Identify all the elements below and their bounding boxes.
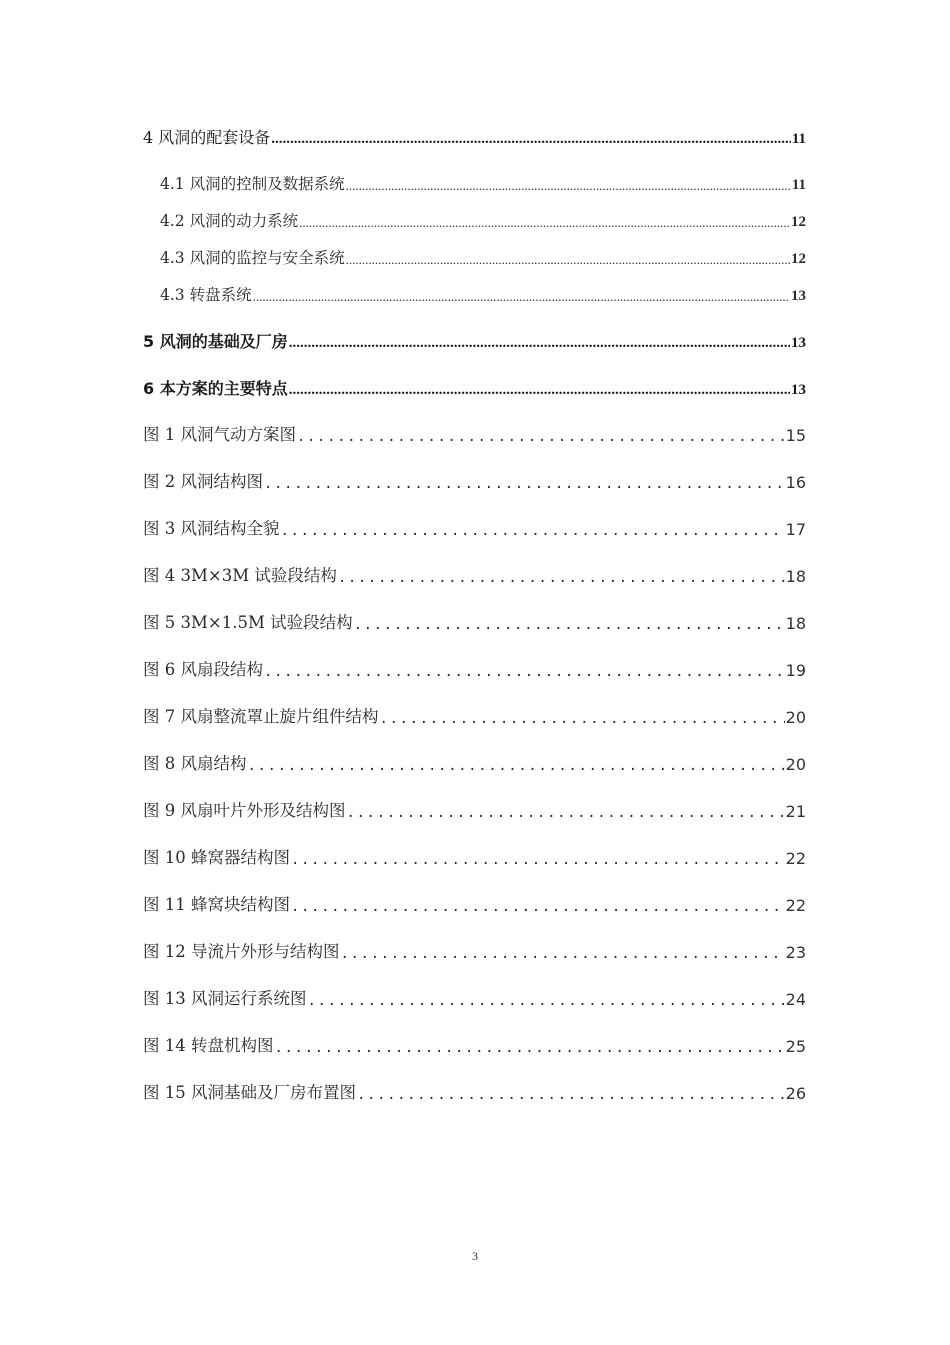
toc-entry-title: 4 风洞的配套设备 xyxy=(143,128,271,147)
toc-entry-figure-10[interactable] xyxy=(143,844,806,868)
toc-entry-title: 图 14 转盘机构图 xyxy=(143,1036,274,1055)
toc-entry-title: 图 1 风洞气动方案图 xyxy=(143,425,296,444)
toc-entry-page: 11 xyxy=(791,131,806,147)
toc-entry-title: 4.3 风洞的监控与安全系统 xyxy=(160,249,345,267)
dot-leader xyxy=(275,1040,785,1056)
dot-leader xyxy=(347,805,785,821)
toc-entry-title: 图 9 风扇叶片外形及结构图 xyxy=(143,801,346,820)
toc-entry-page: 19 xyxy=(785,661,806,680)
dot-leader xyxy=(248,758,785,774)
toc-entry-figure-5[interactable] xyxy=(143,609,806,633)
toc-entry-section-4-1[interactable] xyxy=(160,170,806,194)
toc-entry-page: 13 xyxy=(791,335,806,351)
toc-entry-section-4-3-turntable[interactable] xyxy=(160,281,806,305)
toc-entry-page: 18 xyxy=(785,567,806,586)
dot-leader xyxy=(346,178,791,194)
toc-entry-page: 18 xyxy=(785,614,806,633)
toc-entry-page: 11 xyxy=(791,177,806,193)
toc-entry-figure-3[interactable] xyxy=(143,515,806,539)
toc-entry-section-4-2[interactable] xyxy=(160,207,806,231)
toc-entry-title: 图 7 风扇整流罩止旋片组件结构 xyxy=(143,707,379,726)
toc-entry-page: 22 xyxy=(785,849,806,868)
dot-leader xyxy=(291,899,785,915)
toc-entry-title: 图 13 风洞运行系统图 xyxy=(143,989,307,1008)
toc-entry-title: 图 8 风扇结构 xyxy=(143,754,247,773)
toc-entry-page: 23 xyxy=(785,943,806,962)
page-number: 3 xyxy=(472,1249,478,1263)
toc-entry-title: 图 3 风洞结构全貌 xyxy=(143,519,280,538)
toc-entry-title: 图 11 蜂窝块结构图 xyxy=(143,895,290,914)
dot-leader xyxy=(289,335,790,352)
toc-entry-figure-11[interactable] xyxy=(143,891,806,915)
toc-entry-page: 20 xyxy=(785,708,806,727)
toc-entry-figure-12[interactable] xyxy=(143,938,806,962)
dot-leader xyxy=(357,1087,785,1103)
toc-entry-title: 图 5 3M×1.5M 试验段结构 xyxy=(143,613,353,632)
toc-entry-title: 4.2 风洞的动力系统 xyxy=(160,212,299,230)
dot-leader xyxy=(271,131,791,148)
toc-entry-page: 22 xyxy=(785,896,806,915)
toc-entry-section-4-3[interactable] xyxy=(160,244,806,268)
toc-entry-page: 13 xyxy=(791,288,806,304)
toc-entry-page: 21 xyxy=(785,802,806,821)
toc-entry-figure-4[interactable] xyxy=(143,562,806,586)
toc-entry-figure-2[interactable] xyxy=(143,468,806,492)
toc-entry-figure-7[interactable] xyxy=(143,703,806,727)
dot-leader xyxy=(346,252,790,268)
toc-entry-figure-1[interactable] xyxy=(143,421,806,445)
dot-leader xyxy=(289,382,790,399)
toc-entry-title: 图 6 风扇段结构 xyxy=(143,660,263,679)
toc-entry-page: 26 xyxy=(785,1084,806,1103)
toc-entry-title: 5 风洞的基础及厂房 xyxy=(143,332,288,351)
toc-entry-section-6[interactable] xyxy=(143,375,806,399)
toc-entry-page: 16 xyxy=(785,473,806,492)
dot-leader xyxy=(299,215,790,231)
toc-entry-title: 图 10 蜂窝器结构图 xyxy=(143,848,290,867)
toc-entry-title: 6 本方案的主要特点 xyxy=(143,379,288,398)
dot-leader xyxy=(338,570,785,586)
toc-entry-figure-8[interactable] xyxy=(143,750,806,774)
dot-leader xyxy=(380,711,785,727)
toc-entry-section-4[interactable] xyxy=(143,124,806,148)
toc-entry-figure-15[interactable] xyxy=(143,1079,806,1103)
toc-entry-page: 17 xyxy=(785,520,806,539)
toc-entry-page: 12 xyxy=(791,214,806,230)
toc-entry-page: 12 xyxy=(791,251,806,267)
dot-leader xyxy=(354,617,785,633)
dot-leader xyxy=(253,289,790,305)
toc-entry-title: 4.1 风洞的控制及数据系统 xyxy=(160,175,345,193)
toc-entry-title: 图 2 风洞结构图 xyxy=(143,472,263,491)
toc-entry-page: 24 xyxy=(785,990,806,1009)
dot-leader xyxy=(341,946,785,962)
dot-leader xyxy=(281,523,785,539)
toc-entry-title: 图 15 风洞基础及厂房布置图 xyxy=(143,1083,356,1102)
toc-entry-page: 15 xyxy=(785,426,806,445)
toc-entry-section-5[interactable] xyxy=(143,328,806,352)
toc-entry-figure-6[interactable] xyxy=(143,656,806,680)
toc-entry-page: 20 xyxy=(785,755,806,774)
dot-leader xyxy=(297,429,785,445)
toc-entry-figure-13[interactable] xyxy=(143,985,806,1009)
toc-entry-page: 25 xyxy=(785,1037,806,1056)
toc-entry-title: 4.3 转盘系统 xyxy=(160,286,252,304)
toc-entry-title: 图 12 导流片外形与结构图 xyxy=(143,942,340,961)
dot-leader xyxy=(264,476,785,492)
toc-entry-figure-14[interactable] xyxy=(143,1032,806,1056)
toc-entry-page: 13 xyxy=(791,382,806,398)
dot-leader xyxy=(291,852,785,868)
toc-entry-figure-9[interactable] xyxy=(143,797,806,821)
dot-leader xyxy=(308,993,785,1009)
dot-leader xyxy=(264,664,785,680)
toc-entry-title: 图 4 3M×3M 试验段结构 xyxy=(143,566,337,585)
